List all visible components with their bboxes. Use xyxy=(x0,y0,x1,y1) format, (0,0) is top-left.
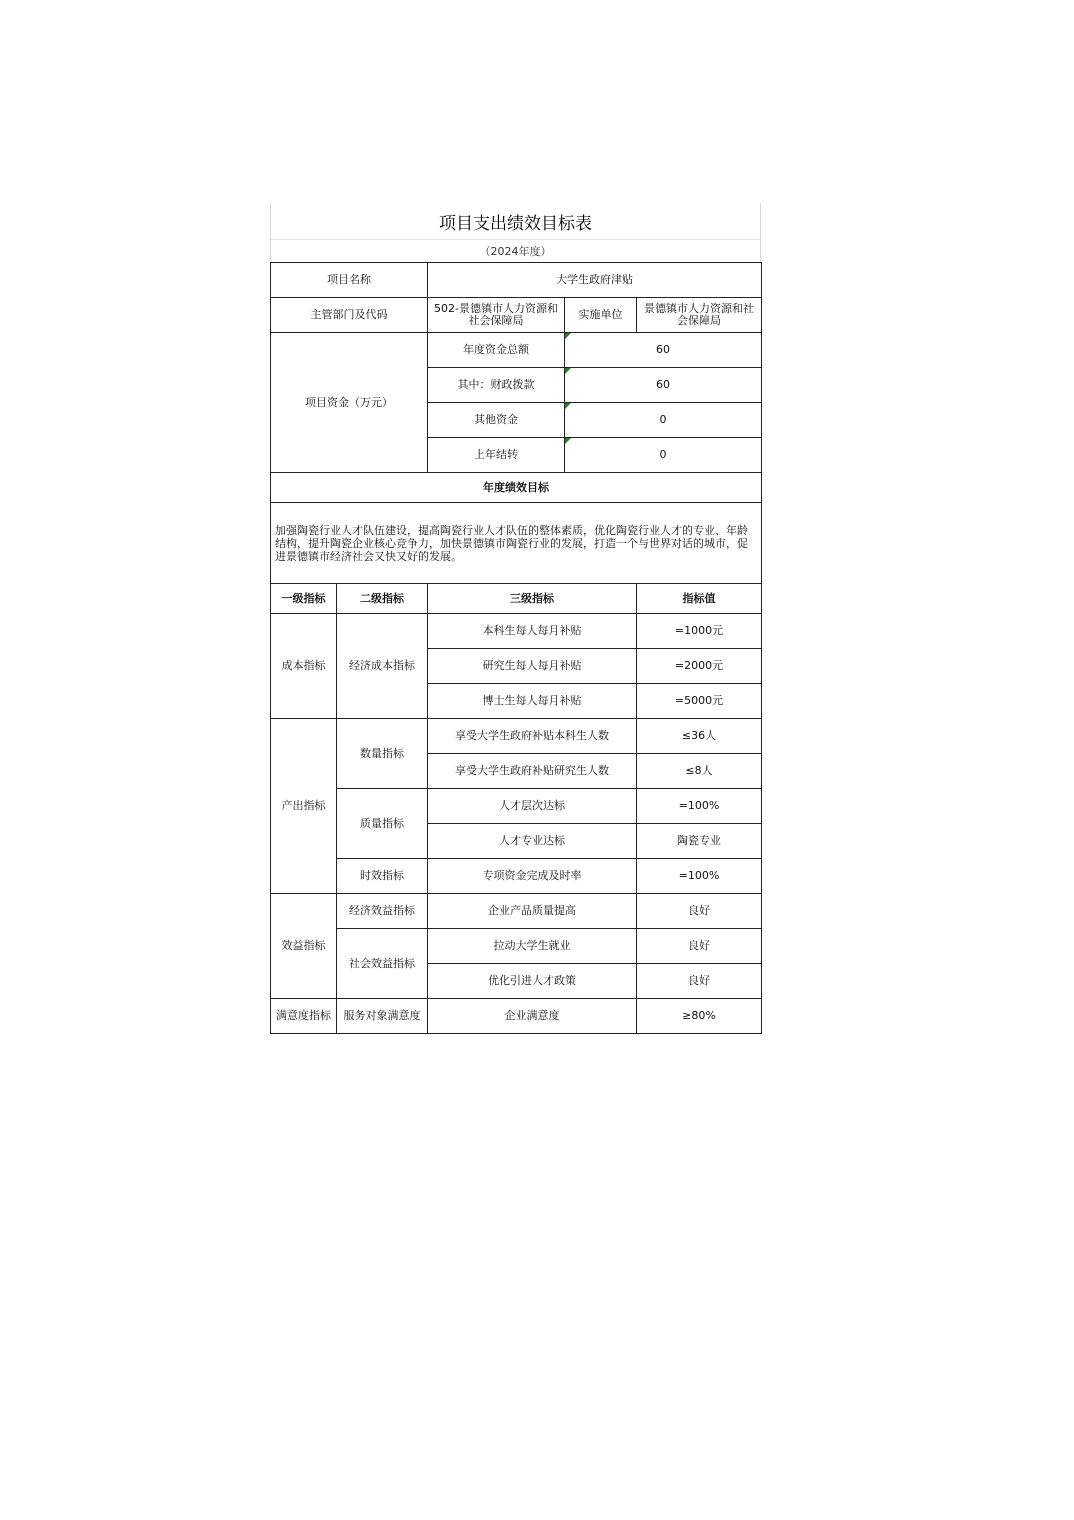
level2-quality: 质量指标 xyxy=(337,789,428,859)
indicator-name: 享受大学生政府补贴研究生人数 xyxy=(428,754,637,789)
funds-row-label: 年度资金总额 xyxy=(428,333,565,368)
indicator-name: 专项资金完成及时率 xyxy=(428,859,637,894)
indicator-name: 博士生每人每月补贴 xyxy=(428,684,637,719)
funds-row-value: 0 xyxy=(565,403,762,438)
annual-goal-heading-row xyxy=(271,473,762,503)
header-level2: 二级指标 xyxy=(337,584,428,614)
indicator-name: 企业满意度 xyxy=(428,999,637,1034)
performance-target-sheet xyxy=(270,203,761,1034)
funds-row-label: 其他资金 xyxy=(428,403,565,438)
indicator-value: =5000元 xyxy=(637,684,762,719)
indicator-row xyxy=(271,614,762,649)
funds-row-value: 60 xyxy=(565,333,762,368)
indicator-value: ≥80% xyxy=(637,999,762,1034)
indicator-header-row xyxy=(271,584,762,614)
header-level3: 三级指标 xyxy=(428,584,637,614)
funds-row-value: 60 xyxy=(565,368,762,403)
level2-quantity: 数量指标 xyxy=(337,719,428,789)
sheet-year: （2024年度） xyxy=(270,240,761,262)
department-label: 主管部门及代码 xyxy=(271,298,428,333)
indicator-value: =100% xyxy=(637,859,762,894)
indicator-row xyxy=(271,894,762,929)
indicator-value: 陶瓷专业 xyxy=(637,824,762,859)
project-name-row xyxy=(271,263,762,298)
level1-satisfaction: 满意度指标 xyxy=(271,999,337,1034)
indicator-name: 拉动大学生就业 xyxy=(428,929,637,964)
sheet-title: 项目支出绩效目标表 xyxy=(270,203,761,240)
indicator-value: ≤36人 xyxy=(637,719,762,754)
indicator-value: ≤8人 xyxy=(637,754,762,789)
indicator-value: 良好 xyxy=(637,929,762,964)
indicator-name: 优化引进人才政策 xyxy=(428,964,637,999)
level2-economic-cost: 经济成本指标 xyxy=(337,614,428,719)
indicator-row xyxy=(271,929,762,964)
indicator-value: 良好 xyxy=(637,964,762,999)
indicator-row xyxy=(271,789,762,824)
indicator-value: =2000元 xyxy=(637,649,762,684)
indicator-name: 人才层次达标 xyxy=(428,789,637,824)
funds-row-value: 0 xyxy=(565,438,762,473)
impl-unit-value: 景德镇市人力资源和社会保障局 xyxy=(637,298,762,333)
level2-timeliness: 时效指标 xyxy=(337,859,428,894)
indicator-value: =1000元 xyxy=(637,614,762,649)
indicator-name: 研究生每人每月补贴 xyxy=(428,649,637,684)
level1-benefit: 效益指标 xyxy=(271,894,337,999)
project-name-value: 大学生政府津贴 xyxy=(428,263,762,298)
level2-social-benefit: 社会效益指标 xyxy=(337,929,428,999)
funds-row xyxy=(271,333,762,368)
level1-output: 产出指标 xyxy=(271,719,337,894)
project-name-label: 项目名称 xyxy=(271,263,428,298)
annual-goal-text-row xyxy=(271,503,762,584)
indicator-row xyxy=(271,999,762,1034)
annual-goal-text: 加强陶瓷行业人才队伍建设，提高陶瓷行业人才队伍的整体素质，优化陶瓷行业人才的专业、年龄结构，提升陶瓷企业核心竞争力，加快景德镇市陶瓷行业的发展，打造一个与世界对话的城市，促进景德镇市经济社会又快又好的发展。 xyxy=(271,503,762,584)
funds-label: 项目资金（万元） xyxy=(271,333,428,473)
header-value: 指标值 xyxy=(637,584,762,614)
indicator-row xyxy=(271,719,762,754)
indicator-row xyxy=(271,859,762,894)
performance-table xyxy=(270,262,762,1034)
indicator-name: 享受大学生政府补贴本科生人数 xyxy=(428,719,637,754)
indicator-name: 人才专业达标 xyxy=(428,824,637,859)
annual-goal-heading: 年度绩效目标 xyxy=(271,473,762,503)
level2-economic-benefit: 经济效益指标 xyxy=(337,894,428,929)
level2-service-satisfaction: 服务对象满意度 xyxy=(337,999,428,1034)
department-value: 502-景德镇市人力资源和社会保障局 xyxy=(428,298,565,333)
indicator-name: 企业产品质量提高 xyxy=(428,894,637,929)
impl-unit-label: 实施单位 xyxy=(565,298,637,333)
indicator-value: =100% xyxy=(637,789,762,824)
department-row xyxy=(271,298,762,333)
level1-cost: 成本指标 xyxy=(271,614,337,719)
funds-row-label: 其中：财政拨款 xyxy=(428,368,565,403)
indicator-value: 良好 xyxy=(637,894,762,929)
header-level1: 一级指标 xyxy=(271,584,337,614)
indicator-name: 本科生每人每月补贴 xyxy=(428,614,637,649)
funds-row-label: 上年结转 xyxy=(428,438,565,473)
